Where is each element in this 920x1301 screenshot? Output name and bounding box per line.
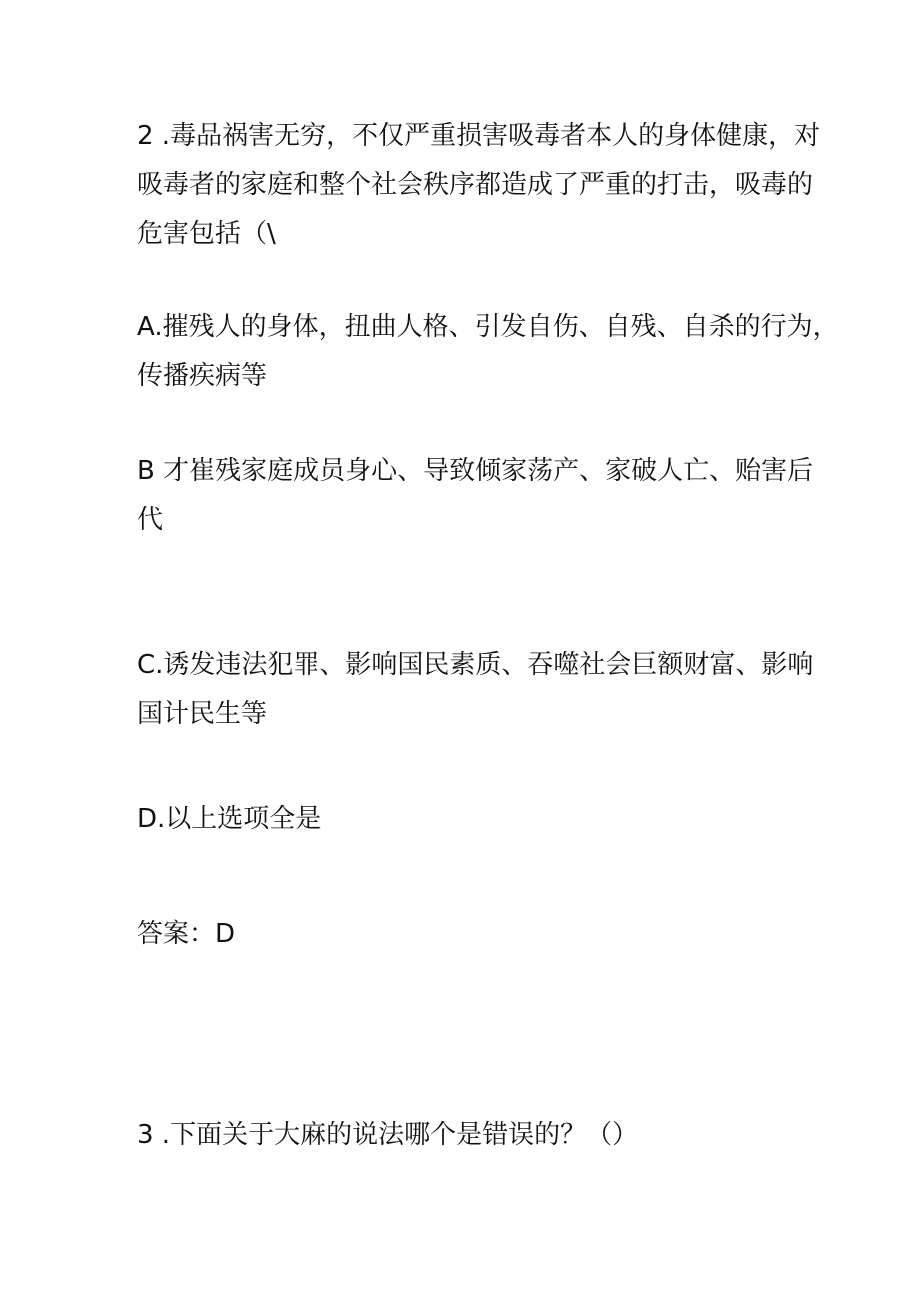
- option-a-line-2: 传播疾病等: [137, 361, 268, 391]
- option-b-line-2: 代: [137, 505, 164, 535]
- question-3-text: 3 .下面关于大麻的说法哪个是错误的？（）: [137, 1120, 639, 1150]
- option-a-line-1: A.摧残人的身体，扭曲人格、引发自伤、自残、自杀的行为，: [137, 312, 839, 342]
- option-c-line-1: C.诱发违法犯罪、影响国民素质、吞噬社会巨额财富、影响: [137, 650, 814, 680]
- answer-text: 答案：D: [137, 919, 236, 949]
- question-2-text-line-1: 2 .毒品祸害无穷，不仅严重损害吸毒者本人的身体健康，对: [137, 121, 821, 151]
- option-d-line-1: D.以上选项全是: [137, 804, 322, 834]
- question-2-text-line-2: 吸毒者的家庭和整个社会秩序都造成了严重的打击，吸毒的: [137, 170, 814, 200]
- option-b-line-1: B 才崔残家庭成员身心、导致倾家荡产、家破人亡、贻害后: [137, 456, 814, 486]
- question-2-text-line-3: 危害包括（\: [137, 219, 276, 249]
- option-c-line-2: 国计民生等: [137, 699, 268, 729]
